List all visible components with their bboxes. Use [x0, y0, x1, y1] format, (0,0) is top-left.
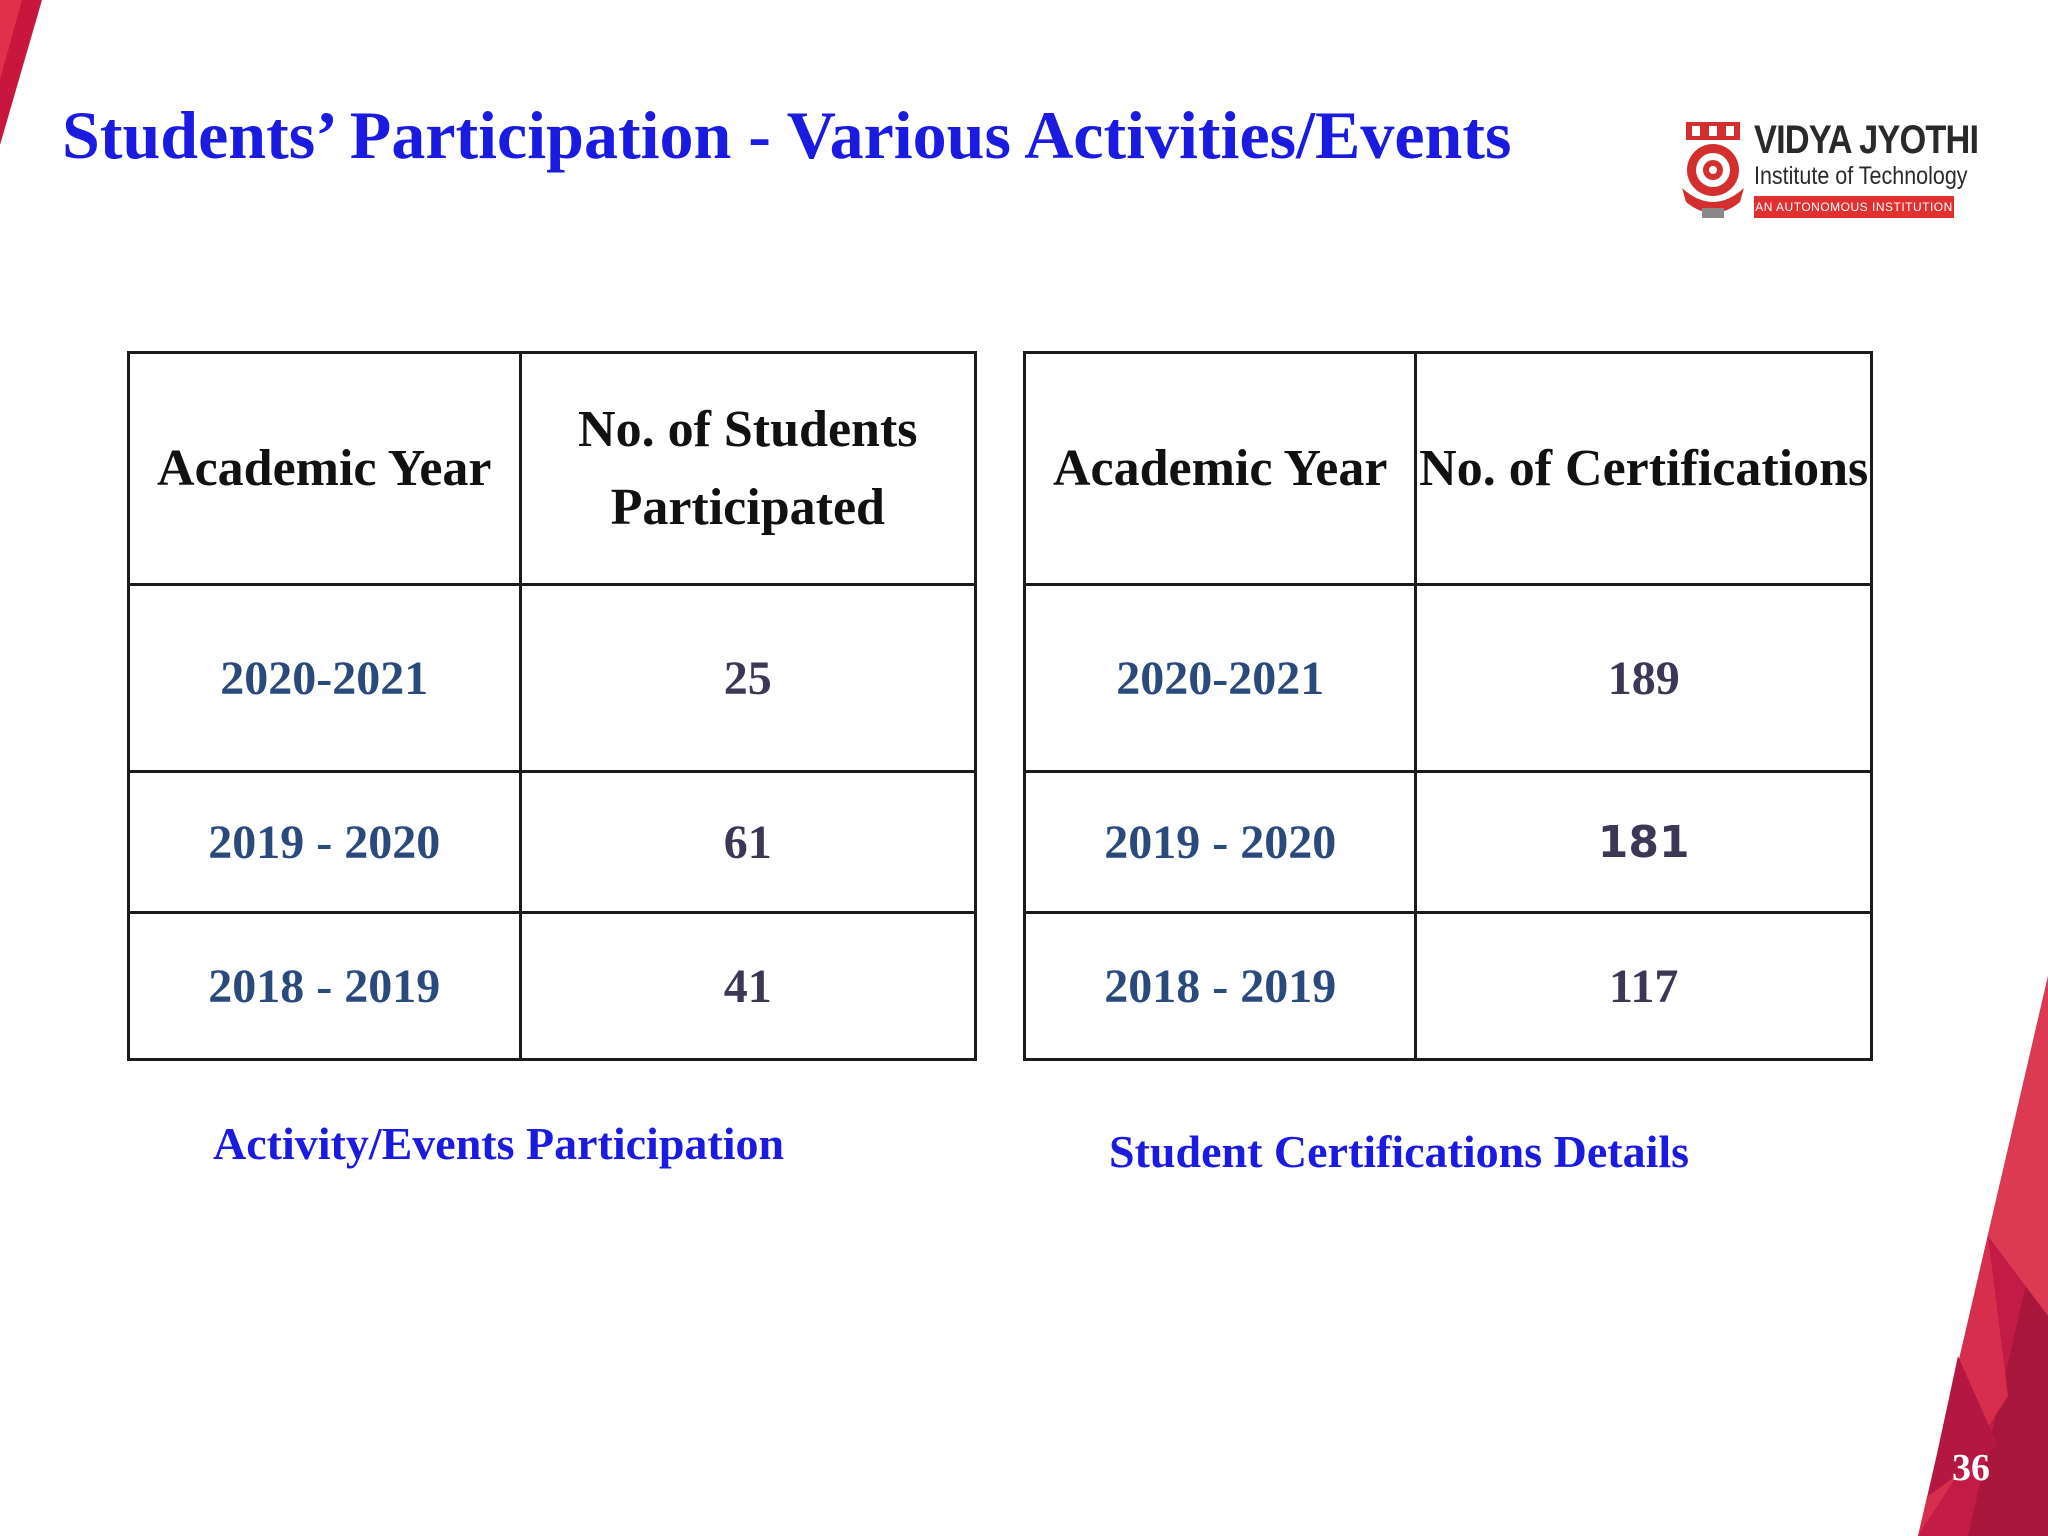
count-cell: 25 [520, 585, 975, 772]
certification-table [1023, 351, 1873, 1061]
year-cell: 2020-2021 [129, 585, 521, 772]
year-cell: 2019 - 2020 [129, 772, 521, 913]
header-students-participated: No. of Students Participated [520, 353, 975, 585]
activity-table-caption: Activity/Events Participation [213, 1118, 785, 1169]
year-cell: 2020-2021 [1025, 585, 1416, 772]
certification-table-caption: Student Certifications Details [1109, 1126, 1690, 1177]
header-certifications: No. of Certifications [1416, 353, 1872, 585]
year-cell: 2018 - 2019 [129, 913, 521, 1060]
count-cell: 181 [1416, 772, 1872, 913]
institute-logo [1678, 118, 1979, 228]
logo-tagline: AN AUTONOMOUS INSTITUTION [1754, 196, 1954, 218]
table-row [129, 585, 976, 772]
table-row [129, 913, 976, 1060]
emblem-icon [1678, 118, 1748, 222]
slide-title: Students’ Participation - Various Activities/Events [62, 97, 1512, 173]
year-cell: 2019 - 2020 [1025, 772, 1416, 913]
count-cell: 41 [520, 913, 975, 1060]
header-academic-year: Academic Year [129, 353, 521, 585]
table-row [1025, 585, 1872, 772]
table-row [129, 772, 976, 913]
count-cell: 61 [520, 772, 975, 913]
year-cell: 2018 - 2019 [1025, 913, 1416, 1060]
table-header-row [129, 353, 976, 585]
header-academic-year: Academic Year [1025, 353, 1416, 585]
table-header-row [1025, 353, 1872, 585]
corner-decoration-top-left [0, 0, 60, 150]
count-cell: 189 [1416, 585, 1872, 772]
table-row [1025, 913, 1872, 1060]
logo-name: VIDYA JYOTHI [1754, 118, 1979, 162]
page-number: 36 [1952, 1447, 1990, 1489]
logo-subtitle: Institute of Technology [1754, 162, 1968, 190]
activity-participation-table [127, 351, 977, 1061]
table-row [1025, 772, 1872, 913]
count-cell: 117 [1416, 913, 1872, 1060]
